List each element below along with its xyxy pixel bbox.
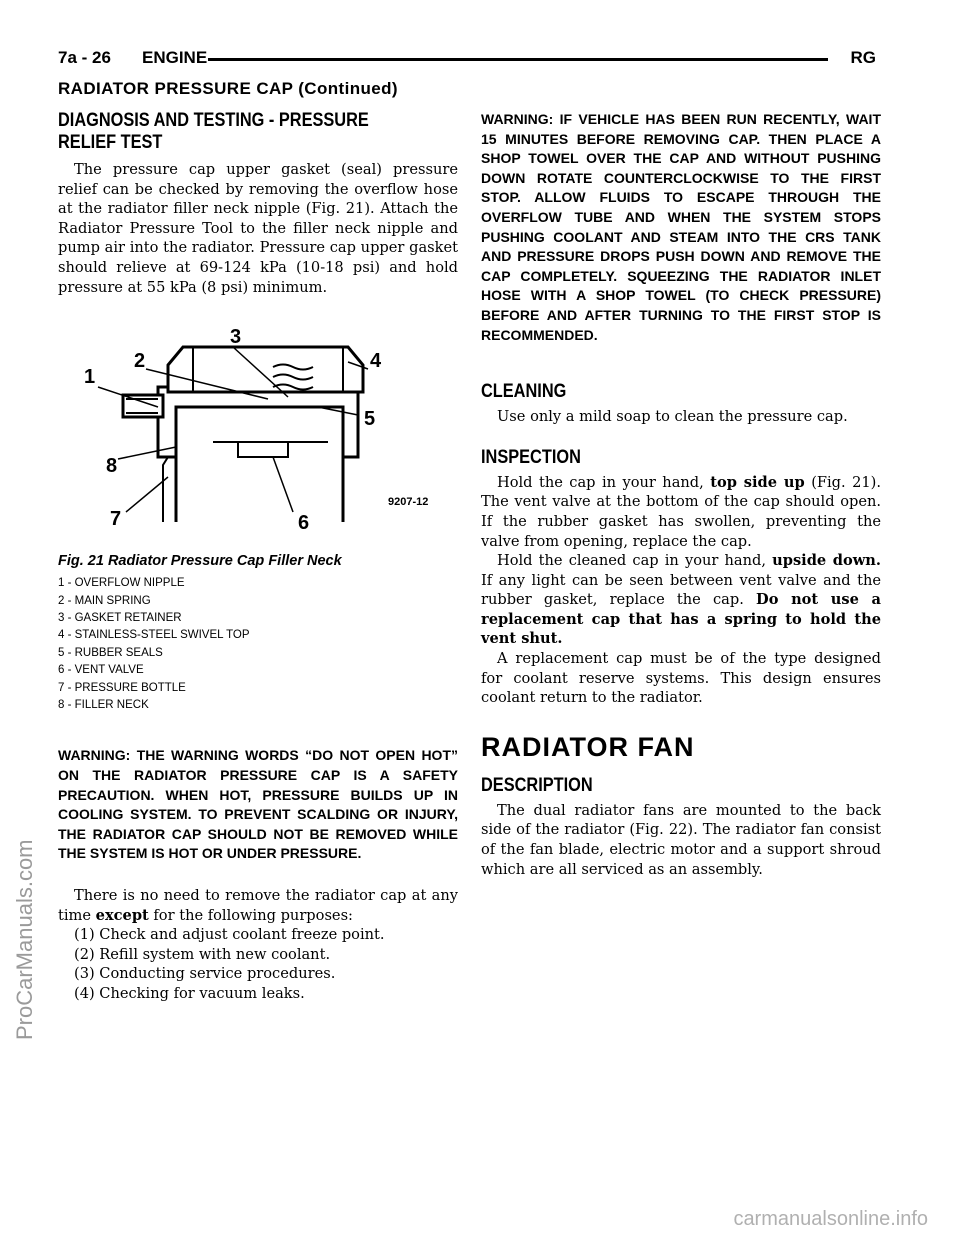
- section-name: ENGINE: [142, 48, 208, 67]
- diag-title-line2: RELIEF TEST: [58, 132, 163, 153]
- legend-item: 8 - FILLER NECK: [58, 699, 149, 711]
- figure-code: 9207-12: [388, 496, 429, 509]
- model-code: RG: [850, 48, 876, 67]
- diag-title: [58, 110, 462, 154]
- diag-paragraph: The pressure cap upper gasket (seal) pressure relief can be checked by removing the overflow hose at the radiator filler neck nipple (Fig. 21). Attach the Radiator Pressure Tool to the filler neck nipple and pump air into the radiator. Pressure cap upper gasket should relieve at 69-124 kPa (10-18 psi) and hold pressure at 55 kPa (8 psi) minimum.: [58, 161, 458, 296]
- need-text-after: for the following purposes:: [148, 906, 353, 924]
- callout-4: 4: [370, 350, 382, 373]
- callout-7: 7: [110, 508, 122, 531]
- radiator-cap-diagram: [58, 307, 458, 543]
- inspection-p2-text: Hold the cleaned cap in your hand,: [497, 552, 773, 570]
- fan-description: The dual radiator fans are mounted to the back side of the radiator (Fig. 22). The radiator fan consist of the fan blade, electric motor and a support shroud which are all serviced as an assembly.: [481, 801, 881, 878]
- inspection-p2-mid: If any light can be seen between vent valve and the rubber gasket, replace the cap.: [481, 571, 881, 609]
- callout-6: 6: [298, 512, 310, 535]
- page-header: [58, 48, 876, 70]
- page-number: 7a - 26: [58, 48, 111, 67]
- left-column: [58, 110, 458, 1004]
- legend-item: 7 - PRESSURE BOTTLE: [58, 681, 186, 694]
- callout-1: 1: [84, 366, 96, 389]
- cleaning-text: Use only a mild soap to clean the pressure cap.: [497, 408, 848, 426]
- legend-item: 1 - OVERFLOW NIPPLE: [58, 577, 185, 590]
- need-text: There is no need to remove the radiator cap at any time: [58, 886, 458, 924]
- cleaning-title: CLEANING: [481, 381, 567, 403]
- legend-item: 5 - RUBBER SEALS: [58, 646, 163, 659]
- inspection-p1-bold: top side up: [710, 473, 805, 491]
- diag-title-line1: DIAGNOSIS AND TESTING - PRESSURE: [58, 110, 369, 131]
- inspection-p3: A replacement cap must be of the type designed for coolant reserve systems. This design ensures coolant return to the radiator.: [481, 650, 881, 707]
- figure-21: [58, 307, 458, 547]
- inspection-p2-bold1: upside down.: [772, 552, 881, 570]
- legend-item: 4 - STAINLESS-STEEL SWIVEL TOP: [58, 629, 250, 642]
- need-item: (3) Conducting service procedures.: [74, 965, 336, 983]
- footer-watermark: carmanualsonline.info: [733, 1208, 928, 1230]
- description-title: DESCRIPTION: [481, 774, 593, 796]
- legend-item: 6 - VENT VALVE: [58, 664, 144, 677]
- inspection-p2: [481, 551, 881, 649]
- warning-hot-cap: WARNING: THE WARNING WORDS “DO NOT OPEN HOT” ON THE RADIATOR PRESSURE CAP IS A SAFETY PRECAUTION. WHEN HOT, PRESSURE BUILDS UP IN COOLING SYSTEM. TO PREVENT SCALDING OR INJURY, THE RADIATOR CAP SHOULD NOT BE REMOVED WHILE THE SYSTEM IS HOT OR UNDER PRESSURE.: [58, 747, 458, 862]
- inspection-title: INSPECTION: [481, 446, 581, 468]
- inspection-p1-after: (Fig. 21). The vent valve at the bottom of the cap should open. If the rubber gasket has swollen, preventing the valve from opening, replace the cap.: [481, 473, 881, 550]
- inspection-p1-text: Hold the cap in your hand,: [497, 473, 711, 491]
- inspection-p2-bold2: Do not use a replacement cap that has a spring to hold the vent shut.: [481, 591, 881, 648]
- continued-title: RADIATOR PRESSURE CAP (Continued): [58, 79, 398, 98]
- header-rule: [208, 58, 828, 61]
- legend-item: 3 - GASKET RETAINER: [58, 611, 182, 624]
- callout-3: 3: [230, 326, 242, 349]
- side-watermark: ProCarManuals.com: [12, 839, 37, 1040]
- radiator-fan-title: RADIATOR FAN: [481, 731, 695, 762]
- right-column: [481, 110, 881, 879]
- need-item: (4) Checking for vacuum leaks.: [74, 984, 305, 1002]
- need-paragraph: [58, 886, 458, 925]
- callout-2: 2: [134, 350, 146, 373]
- warning-recent-run: WARNING: IF VEHICLE HAS BEEN RUN RECENTLY, WAIT 15 MINUTES BEFORE REMOVING CAP. THEN PLACE A SHOP TOWEL OVER THE CAP AND WITHOUT PUSHING DOWN ROTATE COUNTERCLOCKWISE TO THE FIRST STOP. ALLOW FLUIDS TO ESCAPE THROUGH THE OVERFLOW TUBE AND WHEN THE SYSTEM STOPS PUSHING COOLANT AND STEAM INTO THE CRS TANK AND PRESSURE DROPS PUSH DOWN AND REMOVE THE CAP COMPLETELY. SQUEEZING THE RADIATOR INLET HOSE WITH A SHOP TOWEL (TO CHECK PRESSURE) BEFORE AND AFTER TURNING TO THE FIRST STOP IS RECOMMENDED.: [481, 111, 881, 343]
- callout-5: 5: [364, 408, 376, 431]
- legend-item: 2 - MAIN SPRING: [58, 594, 151, 607]
- callout-8: 8: [106, 455, 118, 478]
- need-except: except: [95, 906, 149, 924]
- figure-legend: [58, 575, 458, 714]
- need-item: (1) Check and adjust coolant freeze point.: [74, 926, 385, 944]
- inspection-p1: [481, 473, 881, 551]
- need-item: (2) Refill system with new coolant.: [74, 945, 331, 963]
- figure-caption: Fig. 21 Radiator Pressure Cap Filler Neck: [58, 553, 342, 570]
